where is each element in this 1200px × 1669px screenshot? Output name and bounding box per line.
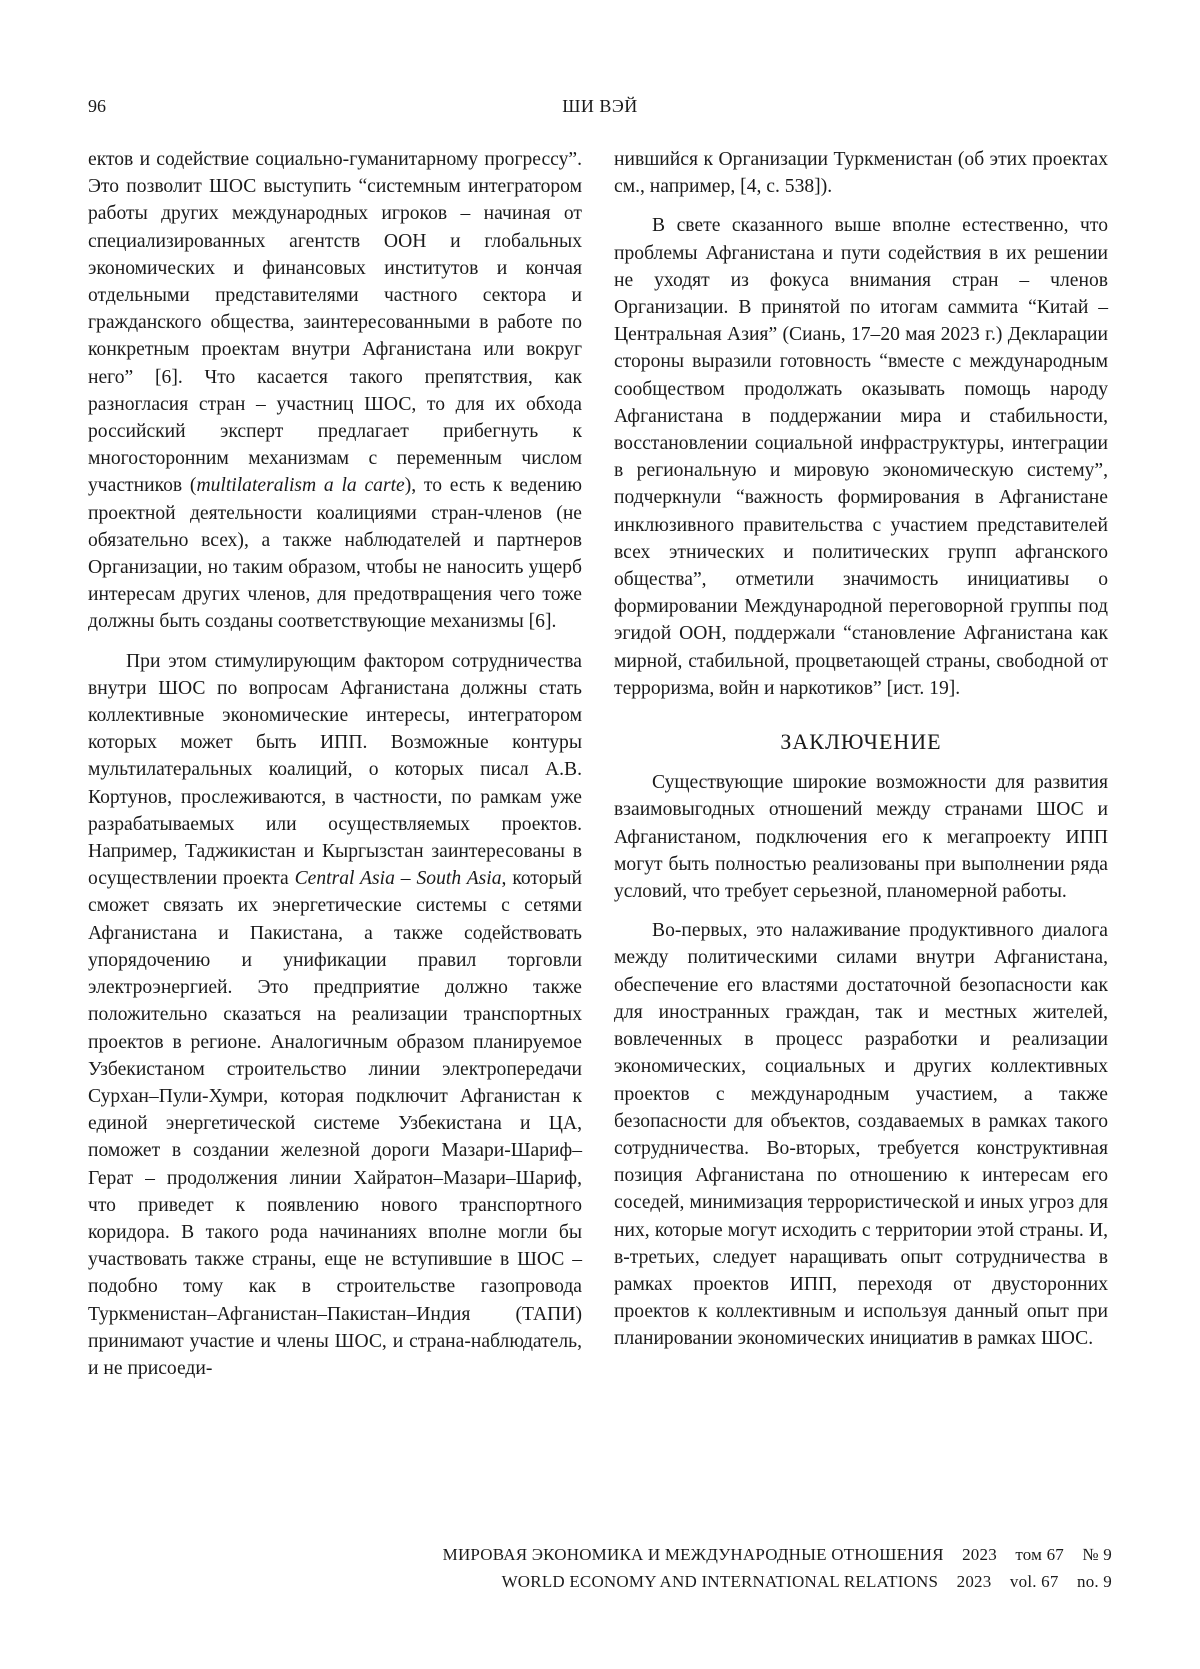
journal-year-en: 2023 xyxy=(956,1572,992,1591)
right-paragraph-2: В свете сказанного выше вполне естественно, что проблемы Афганистана и пути содействия в их решении не уходят из фокуса внимания стран – членов Организации. В принятой по итогам саммита “Китай – Центральная Азия” (Сиань, 17–20 мая 2023 г.) Декларации стороны выразили готовность “вместе с международным сообществом продолжать оказывать помощь народу Афганистана в поддержании мира и стабильности, восстановлении социальной инфраструктуры, интеграции в региональную и мировую экономическую систему”, подчеркнули “важность формирования в Афганистане инклюзивного правительства с участием представителей всех этнических и политических групп афганского общества”, отметили значимость инициативы о формировании Международной переговорной группы под эгидой ООН, поддержали “становление Афганистана как мирной, стабильной, процветающей страны, свободной от терроризма, войн и наркотиков” [ист. 19]. xyxy=(614,215,1108,699)
conclusion-paragraph-1: Существующие широкие возможности для развития взаимовыгодных отношений между странами ШОС и Афганистаном, подключения его к мегапроекту ИПП могут быть полностью реализованы при выполнении ряда условий, что требует серьезной, планомерной работы. xyxy=(614,772,1108,903)
italic-phrase: multilateralism a la carte xyxy=(196,475,405,497)
left-paragraph-1: ектов и содействие социально-гуманитарному прогрессу”. Это позволит ШОС выступить “системным интегратором работы других международных игроков – начиная от специализированных агентств ООН и глобальных экономических и финансовых институтов и кончая отдельными представителями частного сектора и гражданского общества, заинтересованными в работе по конкретным проектам внутри Афганистана или вокруг него” [6]. Что касается такого препятствия, как разногласия стран – участниц ШОС, то для их обхода российский эксперт предлагает прибегнуть к многосторонним механизмам с переменным числом участников (multilateralism a la carte), то есть к ведению проектной деятельности коалициями стран-членов (не обязательно всех), а также наблюдателей и партнеров Организации, но таким образом, чтобы не наносить ущерб интересам других членов, для предотвращения чего тоже должны быть созданы соответствующие механизмы [6]. xyxy=(88,149,583,633)
journal-title-ru: МИРОВАЯ ЭКОНОМИКА И МЕЖДУНАРОДНЫЕ ОТНОШЕНИЯ xyxy=(442,1545,944,1564)
left-paragraph-2: При этом стимулирующим фактором сотрудничества внутри ШОС по вопросам Афганистана должны стать коллективные экономические интересы, интегратором которых может быть ИПП. Возможные контуры мультилатеральных коалиций, о которых писал А.В. Кортунов, прослеживаются, в частности, по рамкам уже разрабатываемых или осуществляемых проектов. Например, Таджикистан и Кыргызстан заинтересованы в осуществлении проекта Central Asia – South Asia, который сможет связать их энергетические системы с сетями Афганистана и Пакистана, а также содействовать упорядочению и унификации правил торговли электроэнергией. Это предприятие должно также положительно сказаться на реализации транспортных проектов в регионе. Аналогичным образом планируемое Узбекистаном строительство линии электропередачи Сурхан–Пули-Хумри, которая подключит Афганистан к единой энергетической системе Узбекистана и ЦА, поможет в создании железной дороги Мазари-Шариф–Герат – продолжения линии Хайратон–Мазари–Шариф, что приведет к появлению нового транспортного коридора. В такого рода начинаниях вполне могли бы участвовать также страны, еще не вступившие в ШОС – подобно тому как в строительстве газопровода Туркменистан–Афганистан–Пакистан–Индия (ТАПИ) принимают участие и члены ШОС, и страна-наблюдатель, и не присоеди- xyxy=(88,650,582,1379)
section-title: ЗАКЛЮЧЕНИЕ xyxy=(780,729,942,755)
footer-journal-ru xyxy=(443,1545,1112,1565)
italic-project-name: Central Asia – South Asia xyxy=(294,868,502,890)
conclusion-paragraph-2: Во-первых, это налаживание продуктивного диалога между политическими силами внутри Афганистана, обеспечение его властями достаточной безопасности как для иностранных граждан, так и местных жителей, вовлеченных в процесс разработки и реализации экономических, социальных и других коллективных проектов с международным участием, а также безопасности для объектов, создаваемых в рамках такого сотрудничества. Во-вторых, требуется конструктивная позиция Афганистана по отношению к интересам его соседей, минимизация террористической и иных угроз для них, которые могут исходить с территории этой страны. И, в-третьих, следует наращивать опыт сотрудничества в рамках проектов ИПП, переходя от двусторонних проектов к коллективным и используя данный опыт при планировании экономических инициатив в рамках ШОС. xyxy=(614,920,1108,1350)
running-head-author: ШИ ВЭЙ xyxy=(562,96,638,116)
right-column xyxy=(614,146,1108,1353)
page-number: 96 xyxy=(88,96,106,116)
page-header xyxy=(88,96,1112,120)
journal-title-en: WORLD ECONOMY AND INTERNATIONAL RELATIONS xyxy=(501,1572,939,1591)
journal-issue-ru: № 9 xyxy=(1082,1545,1112,1564)
journal-volume-ru: том 67 xyxy=(1015,1545,1064,1564)
right-paragraph-1: нившийся к Организации Туркменистан (об этих проектах см., например, [4, с. 538]). xyxy=(614,149,1108,198)
left-column xyxy=(88,146,582,1382)
journal-volume-en: vol. 67 xyxy=(1009,1572,1059,1591)
journal-issue-en: no. 9 xyxy=(1077,1572,1112,1591)
journal-year-ru: 2023 xyxy=(962,1545,997,1564)
footer-journal-en xyxy=(502,1572,1112,1592)
